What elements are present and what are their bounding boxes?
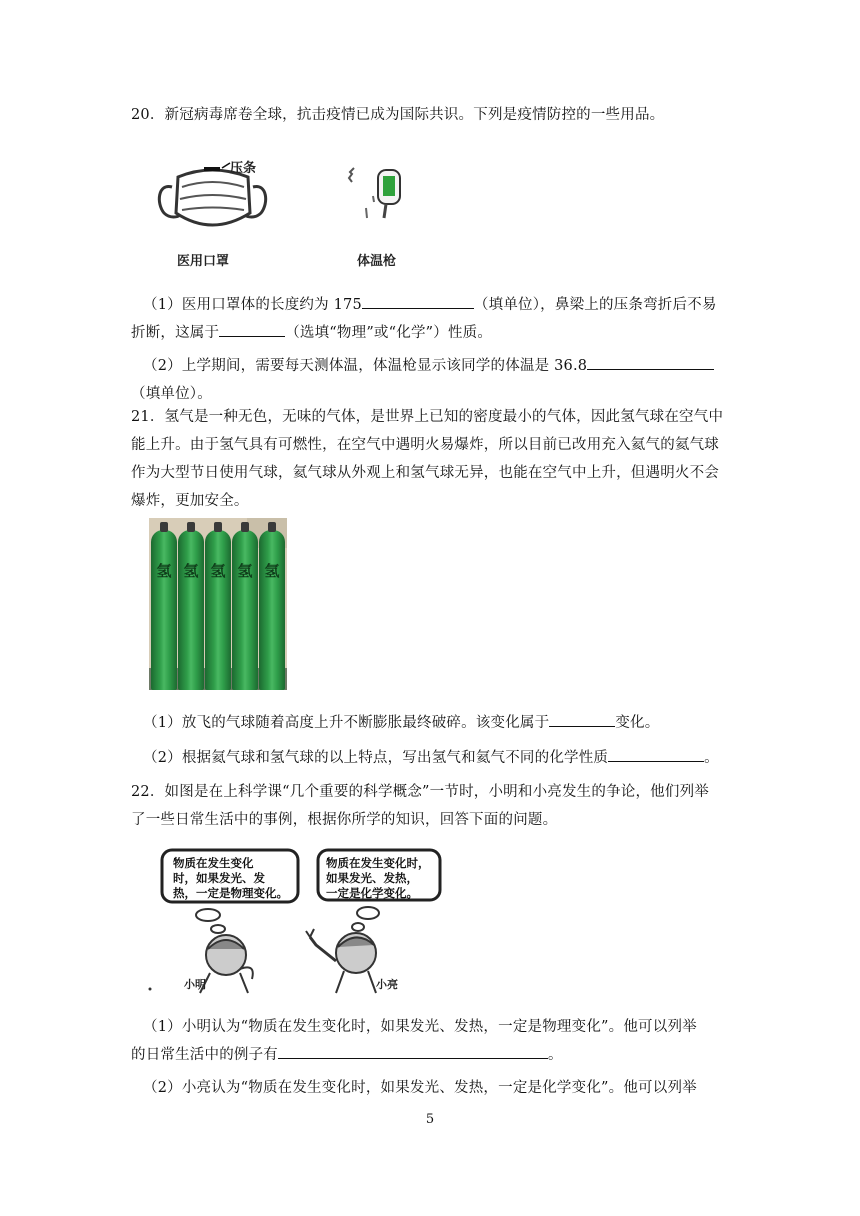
xiaoming-label: 小明 bbox=[184, 978, 206, 991]
answer-blank[interactable] bbox=[219, 320, 285, 337]
cylinder-label: 氢 bbox=[183, 562, 199, 580]
xiaoliang-label: 小亮 bbox=[376, 978, 398, 991]
hydrogen-cylinders-photo bbox=[149, 518, 287, 690]
q20-part2: （2）上学期间，需要每天测体温，体温枪显示该同学的体温是 36.8 （填单位）。 bbox=[131, 352, 731, 408]
thermometer-caption: 体温枪 bbox=[357, 254, 397, 269]
cylinder-label: 氢 bbox=[264, 562, 280, 580]
answer-blank[interactable] bbox=[362, 292, 474, 309]
q22-part1: （1）小明认为“物质在发生变化时，如果发光、发热，一定是物理变化”。他可以列举 的日常生活中的例子有 。 bbox=[131, 1019, 697, 1063]
answer-blank[interactable] bbox=[549, 710, 615, 727]
q20-part1: （1）医用口罩体的长度约为 175 （填单位），鼻梁上的压条弯折后不易 折断，这属于 （选填“物理”或“化学”）性质。 bbox=[131, 291, 731, 347]
gas-cylinder bbox=[259, 530, 285, 690]
q21-part1: （1）放飞的气球随着高度上升不断膨胀最终破碎。该变化属于 变化。 bbox=[131, 709, 731, 737]
gas-cylinder bbox=[151, 530, 177, 690]
q21-part2: （2）根据氦气球和氢气球的以上特点，写出氢气和氦气不同的化学性质 。 bbox=[131, 744, 731, 772]
strip-label: 压条 bbox=[230, 161, 257, 176]
cylinder-label: 氢 bbox=[210, 562, 226, 580]
answer-blank[interactable] bbox=[278, 1042, 548, 1059]
cylinder-label: 氢 bbox=[156, 562, 172, 580]
cylinder-label: 氢 bbox=[237, 562, 253, 580]
answer-blank[interactable] bbox=[608, 745, 704, 762]
answer-blank[interactable] bbox=[587, 353, 714, 370]
gas-cylinder bbox=[232, 530, 258, 690]
right-speech-bubble: 物质在发生变化时， 如果发光、发热， 一定是化学变化。 bbox=[326, 856, 430, 900]
q22-part2: （2）小亮认为“物质在发生变化时，如果发光、发热，一定是化学变化”。他可以列举 bbox=[143, 1080, 697, 1096]
gas-cylinder bbox=[205, 530, 231, 690]
thermometer-gun-illustration bbox=[340, 160, 410, 230]
gas-cylinder bbox=[178, 530, 204, 690]
medical-mask-illustration bbox=[150, 155, 275, 245]
page-number: 5 bbox=[425, 1112, 435, 1127]
left-speech-bubble: 物质在发生变化 时，如果发光、发 热，一定是物理变化。 bbox=[173, 856, 288, 900]
mask-caption: 医用口罩 bbox=[177, 254, 230, 269]
q20-stem: 20．新冠病毒席卷全球，抗击疫情已成为国际共识。下列是疫情防控的一些用品。 bbox=[131, 107, 665, 123]
q21-stem: 21．氢气是一种无色，无味的气体，是世界上已知的密度最小的气体，因此氢气球在空气中 能上升。由于氢气具有可燃性，在空气中遇明火易爆炸，所以目前已改用充入氦气的氦气球 作为大型节日使用气球，氦气球从外观上和氢气球无异，也能在空气中上升，但遇明火不会 爆炸，更加安全。 bbox=[131, 409, 724, 509]
q22-stem: 22．如图是在上科学课“几个重要的科学概念”一节时，小明和小亮发生的争论，他们列举 了一些日常生活中的事例，根据你所学的知识，回答下面的问题。 bbox=[131, 784, 709, 828]
